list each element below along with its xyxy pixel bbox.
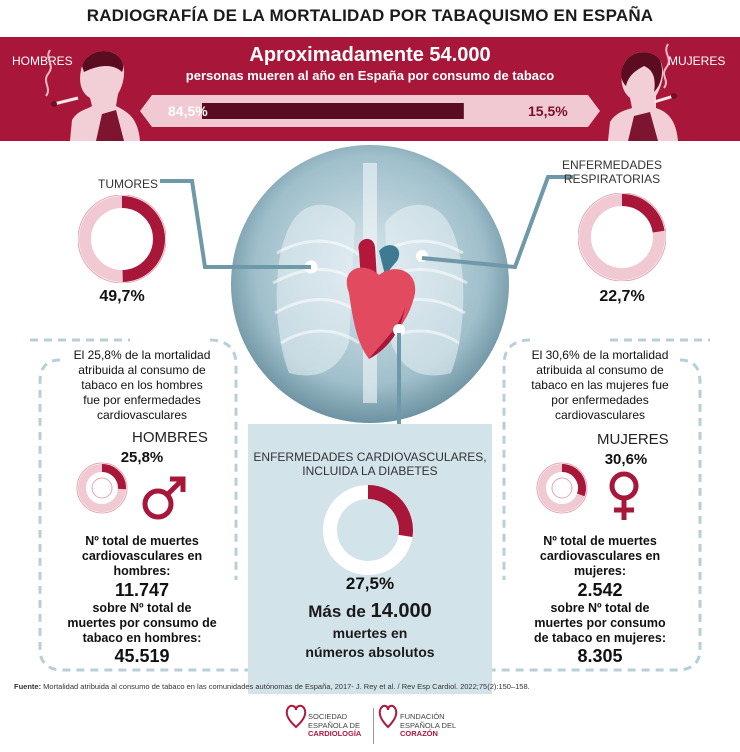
cardio-label-line1: ENFERMEDADES CARDIOVASCULARES, [253,450,487,464]
page-title: RADIOGRAFÍA DE LA MORTALIDAD POR TABAQUISMO EN ESPAÑA [86,6,654,25]
tumors-value: 49,7% [99,288,145,305]
respiratory-share-arc [622,200,659,232]
cardio-more-than: Más de 14.000 [308,600,432,622]
men-share-label: 84,5% [168,103,208,119]
male-symbol-icon [140,474,188,522]
women-intro-text: El 30,6% de la mortalidad atribuida al consumo de tabaco en las mujeres fue por enfermedades cardiovasculares [531,348,669,422]
men-over-label: sobre Nº total de muertes por consumo de tabaco en hombres: [67,601,217,645]
fec-heart-logo-icon [378,703,398,729]
cardio-abs-line1: muertes en [332,625,408,641]
respiratory-label-line2: RESPIRATORIAS [563,172,661,186]
cardio-abs-line2: números absolutos [305,644,435,660]
women-cv-donut [536,462,588,514]
men-total-cv-value: 11.747 [114,580,170,600]
men-total-cv-label: Nº total de muertes cardiovasculares en hombres: [81,534,203,578]
smoking-woman-illustration [598,40,718,141]
women-total-cv-value: 2.542 [577,580,623,600]
cardio-share-arc [368,492,406,536]
men-banner-label: HOMBRES [12,54,73,68]
women-total-tobacco-value: 8.305 [577,646,623,666]
women-gender-label: MUJERES [597,431,669,448]
women-cv-pct: 30,6% [604,451,648,468]
men-share-fill [202,103,464,119]
men-gender-label: HOMBRES [132,429,208,446]
men-total-tobacco-value: 45.519 [114,646,170,666]
men-cv-pct: 25,8% [120,449,164,466]
tumors-donut [78,195,166,283]
women-share-fill [464,103,512,119]
smoking-man-illustration [20,40,140,141]
respiratory-label-line1: ENFERMEDADES [562,158,663,172]
logo-divider [373,708,374,744]
cardio-label-line2: INCLUIDA LA DIABETES [302,464,438,478]
tumors-share-arc [122,202,159,276]
respiratory-value: 22,7% [599,288,645,305]
source-note: Fuente: Mortalidad atribuida al consumo de tabaco en las comunidades autónomas de España, 2017- J. Rey et al. / Rev Esp Cardiol. 2022;75(2):150–158. [14,682,530,691]
tumors-label: TUMORES [98,177,158,191]
cardio-value: 27,5% [345,574,395,593]
women-total-cv-label: Nº total de muertes cardiovasculares en mujeres: [539,534,661,578]
cardio-donut [322,484,414,576]
sec-logo-text: SOCIEDAD ESPAÑOLA DE CARDIOLOGÍA [308,712,362,738]
total-deaths-subline: personas mueren al año en España por consumo de tabaco [185,68,555,83]
respiratory-donut [578,193,666,281]
women-banner-label: MUJERES [668,54,726,68]
total-deaths-headline: Aproximadamente 54.000 [249,44,491,66]
sec-heart-logo-icon [285,703,307,729]
men-intro-text: El 25,8% de la mortalidad atribuida al consumo de tabaco en los hombres fue por enfermedades cardiovasculares [73,348,211,422]
fec-logo-text: FUNDACIÓN ESPAÑOLA DEL CORAZÓN [400,712,457,738]
female-symbol-icon [606,470,642,522]
men-cv-donut [76,462,128,514]
women-share-label: 15,5% [528,103,568,119]
women-over-label: sobre Nº total de muertes por consumo de tabaco en mujeres: [534,601,666,645]
